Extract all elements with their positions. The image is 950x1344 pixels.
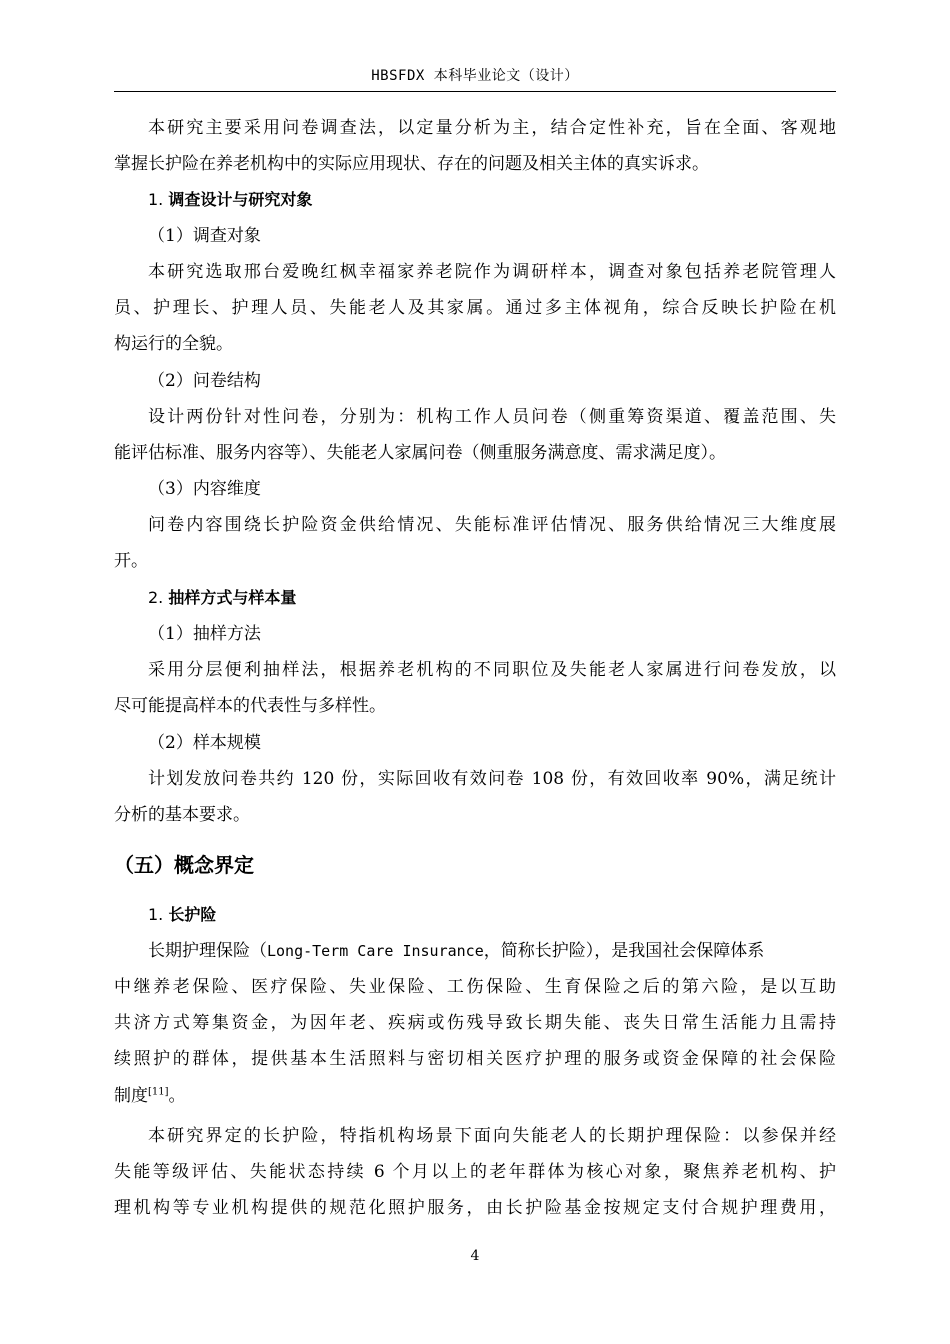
sub-subheading: （2）问卷结构 xyxy=(148,371,261,391)
paragraph-line: 失能等级评估、失能状态持续 6 个月以上的老年群体为核心对象，聚焦养老机构、护 xyxy=(114,1162,836,1182)
subheading-1 xyxy=(148,188,312,212)
paragraph-line: 续照护的群体，提供基本生活照料与密切相关医疗护理的服务或资金保障的社会保险 xyxy=(114,1049,836,1069)
paragraph-line xyxy=(114,1084,836,1108)
paragraph-line: 中继养老保险、医疗保险、失业保险、工伤保险、生育保险之后的第六险，是以互助 xyxy=(114,977,836,997)
sub-subheading: （3）内容维度 xyxy=(148,479,261,499)
sub-subheading: （1）抽样方法 xyxy=(148,624,261,644)
paragraph-line: 共济方式筹集资金，为因年老、疾病或伤残导致长期失能、丧失日常生活能力且需持 xyxy=(114,1013,836,1033)
paragraph-line: 开。 xyxy=(114,551,148,571)
sub-subheading: （2）样本规模 xyxy=(148,733,261,753)
paragraph-line: 本研究主要采用问卷调查法，以定量分析为主，结合定性补充，旨在全面、客观地 xyxy=(148,118,836,138)
paragraph-line: 掌握长护险在养老机构中的实际应用现状、存在的问题及相关主体的真实诉求。 xyxy=(114,154,709,174)
paragraph-line: 设计两份针对性问卷，分别为：机构工作人员问卷（侧重筹资渠道、覆盖范围、失 xyxy=(148,407,836,427)
subheading-5-1 xyxy=(148,903,216,927)
paragraph-line: 本研究界定的长护险，特指机构场景下面向失能老人的长期护理保险：以参保并经 xyxy=(148,1126,836,1146)
running-header: HBSFDX 本科毕业论文（设计） xyxy=(371,68,579,84)
page-number: 4 xyxy=(470,1248,480,1264)
text-run: 。 xyxy=(168,1086,186,1106)
paragraph-line: 员、护理长、护理人员、失能老人及其家属。通过多主体视角，综合反映长护险在机 xyxy=(114,298,836,318)
subheading-number: 2. xyxy=(148,588,164,607)
paragraph-line: 问卷内容围绕长护险资金供给情况、失能标准评估情况、服务供给情况三大维度展 xyxy=(148,515,836,535)
paragraph-line: 本研究选取邢台爱晚红枫幸福家养老院作为调研样本，调查对象包括养老院管理人 xyxy=(148,262,836,282)
sub-subheading: （1）调查对象 xyxy=(148,226,261,246)
paragraph-line xyxy=(114,939,836,963)
text-run: 长期护理保险（ xyxy=(148,941,267,961)
section-heading: （五）概念界定 xyxy=(114,853,254,877)
subheading-2 xyxy=(148,586,296,610)
subheading-text: 抽样方式与样本量 xyxy=(168,588,297,607)
paragraph-line: 分析的基本要求。 xyxy=(114,805,250,825)
paragraph-line: 计划发放问卷共约 120 份，实际回收有效问卷 108 份，有效回收率 90%，满足统计 xyxy=(148,769,836,789)
paragraph-line: 尽可能提高样本的代表性与多样性。 xyxy=(114,696,386,716)
text-run: 制度 xyxy=(114,1086,148,1106)
subheading-number: 1. xyxy=(148,905,164,924)
paragraph-line: 构运行的全貌。 xyxy=(114,334,233,354)
paragraph-line: 采用分层便利抽样法，根据养老机构的不同职位及失能老人家属进行问卷发放，以 xyxy=(148,660,836,680)
english-term: Long-Term Care Insurance xyxy=(267,942,484,960)
text-run: ，简称长护险），是我国社会保障体系 xyxy=(483,941,765,961)
citation-reference[interactable]: [11] xyxy=(148,1086,169,1098)
paragraph-line: 理机构等专业机构提供的规范化照护服务，由长护险基金按规定支付合规护理费用， xyxy=(114,1198,836,1218)
header-rule xyxy=(114,91,836,92)
subheading-text: 调查设计与研究对象 xyxy=(168,190,313,209)
subheading-text: 长护险 xyxy=(168,905,217,924)
subheading-number: 1. xyxy=(148,190,164,209)
paragraph-line: 能评估标准、服务内容等）、失能老人家属问卷（侧重服务满意度、需求满足度）。 xyxy=(114,443,726,463)
